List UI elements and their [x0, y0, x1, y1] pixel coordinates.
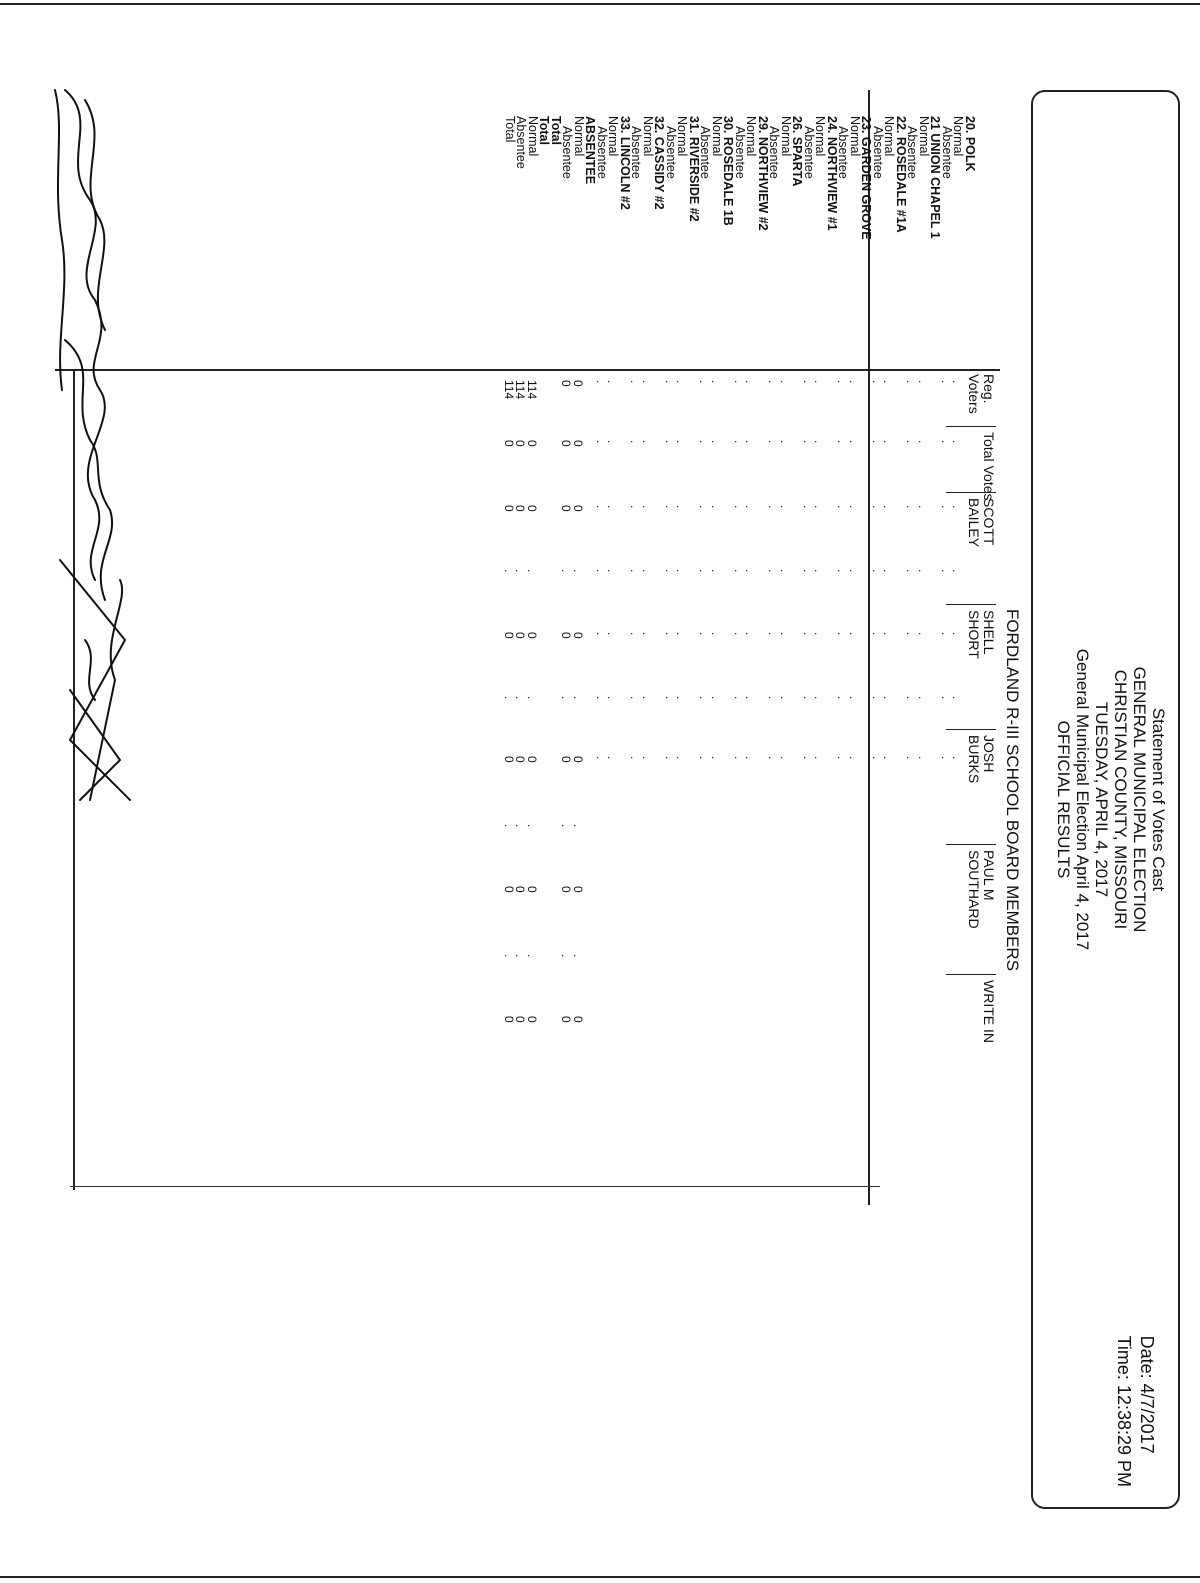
table-cell: .: [778, 569, 792, 573]
table-cell: .: [743, 632, 758, 636]
table-cell: .: [812, 440, 827, 444]
table-cell: .: [628, 505, 643, 509]
table-cell: .: [835, 696, 850, 700]
table-cell: .: [605, 756, 620, 760]
row-label: Total: [537, 116, 552, 145]
table-cell: .: [732, 632, 746, 636]
table-cell: 0: [571, 505, 585, 512]
table-cell: .: [674, 440, 689, 444]
table-cell: .: [525, 569, 539, 573]
table-cell: 0: [571, 756, 585, 763]
row-label: Normal: [882, 116, 897, 157]
table-cell: .: [812, 505, 827, 509]
table-cell: .: [904, 696, 919, 700]
header-subtitle: General Municipal Election April 4, 2017: [1073, 648, 1092, 951]
row-label: Normal: [641, 116, 655, 157]
table-cell: .: [663, 569, 677, 573]
table-cell: .: [939, 569, 953, 573]
table-cell: .: [916, 756, 930, 760]
row-label: Normal: [744, 116, 759, 157]
table-cell: .: [674, 632, 689, 636]
table-cell: 0: [559, 380, 574, 387]
table-cell: .: [801, 569, 815, 573]
table-cell: .: [559, 954, 574, 958]
row-label: Absentee: [940, 126, 954, 179]
table-cell: .: [916, 632, 930, 636]
table-cell: .: [950, 380, 965, 384]
statement-sheet: [50, 40, 1190, 1540]
table-cell: .: [663, 632, 677, 636]
table-cell: .: [525, 954, 539, 958]
table-cell: .: [743, 756, 758, 760]
table-cell: .: [881, 696, 896, 700]
table-cell: .: [663, 440, 677, 444]
table-cell: .: [559, 696, 574, 700]
table-cell: 0: [502, 756, 516, 763]
table-cell: .: [605, 569, 620, 573]
table-cell: .: [594, 569, 608, 573]
row-label: Normal: [710, 116, 724, 157]
table-cell: .: [835, 440, 850, 444]
table-cell: 0: [502, 440, 516, 447]
table-cell: .: [605, 440, 620, 444]
row-label: Normal: [848, 116, 862, 157]
table-cell: 0: [513, 886, 528, 893]
signatures: [50, 40, 1190, 1540]
row-label: 20. POLK: [963, 116, 977, 172]
table-cell: .: [766, 440, 781, 444]
table-cell: .: [605, 505, 620, 509]
table-cell: .: [801, 632, 815, 636]
table-cell: 0: [571, 1016, 585, 1023]
table-cell: .: [571, 824, 585, 828]
table-cell: .: [939, 756, 953, 760]
table-cell: .: [594, 440, 608, 444]
table-cell: 0: [571, 886, 585, 893]
table-cell: .: [513, 569, 528, 573]
table-cell: .: [950, 569, 965, 573]
table-cell: 0: [525, 1016, 539, 1023]
table-cell: .: [950, 632, 965, 636]
table-cell: 0: [502, 1016, 516, 1023]
table-cell: .: [674, 569, 689, 573]
column-header: SCOTT BAILEY: [966, 498, 996, 568]
table-cell: 0: [525, 632, 539, 639]
table-cell: .: [640, 505, 654, 509]
table-cell: 0: [502, 886, 516, 893]
table-cell: .: [778, 632, 792, 636]
table-cell: .: [605, 632, 620, 636]
table-cell: .: [950, 696, 965, 700]
table-cell: 0: [559, 440, 574, 447]
table-cell: 0: [571, 380, 585, 387]
table-cell: .: [732, 569, 746, 573]
table-cell: 0: [513, 756, 528, 763]
table-cell: .: [709, 440, 723, 444]
table-cell: .: [697, 632, 712, 636]
row-label: Absentee: [664, 126, 678, 179]
table-cell: 0: [525, 440, 539, 447]
table-cell: .: [697, 440, 712, 444]
table-cell: .: [881, 380, 896, 384]
table-cell: .: [628, 569, 643, 573]
table-cell: .: [812, 569, 827, 573]
table-cell: .: [663, 696, 677, 700]
table-cell: .: [812, 380, 827, 384]
table-cell: .: [594, 380, 608, 384]
table-cell: 0: [525, 505, 539, 512]
table-cell: .: [881, 632, 896, 636]
table-cell: .: [594, 756, 608, 760]
column-header: SHELL SHORT: [966, 610, 996, 680]
table-cell: .: [835, 756, 850, 760]
table-cell: .: [870, 440, 884, 444]
header-county: CHRISTIAN COUNTY, MISSOURI: [1111, 669, 1130, 930]
table-cell: .: [743, 505, 758, 509]
column-header: JOSH BURKS: [966, 735, 996, 805]
table-cell: 0: [559, 632, 574, 639]
table-cell: .: [513, 824, 528, 828]
table-cell: .: [743, 380, 758, 384]
table-cell: .: [766, 380, 781, 384]
table-cell: .: [594, 696, 608, 700]
table-cell: .: [847, 505, 861, 509]
row-label: ABSENTEE: [583, 116, 598, 185]
header-date-line: TUESDAY, APRIL 4, 2017: [1092, 701, 1111, 898]
table-cell: .: [628, 696, 643, 700]
table-cell: .: [628, 440, 643, 444]
table-cell: .: [513, 954, 528, 958]
table-cell: .: [835, 569, 850, 573]
table-cell: 0: [525, 886, 539, 893]
table-cell: 0: [525, 756, 539, 763]
header-time: Time: 12:38:29 PM: [1114, 1335, 1134, 1487]
row-label: 22. ROSEDALE #1A: [894, 116, 908, 233]
row-label: Absentee: [629, 126, 644, 179]
table-cell: .: [559, 569, 574, 573]
table-cell: .: [801, 696, 815, 700]
table-cell: .: [950, 440, 965, 444]
row-label: Total: [549, 116, 563, 145]
table-cell: .: [502, 824, 516, 828]
table-cell: .: [605, 380, 620, 384]
column-header: PAUL M SOUTHARD: [966, 850, 996, 930]
table-cell: .: [812, 756, 827, 760]
table-cell: .: [766, 569, 781, 573]
table-cell: 0: [513, 632, 528, 639]
table-cell: .: [847, 440, 861, 444]
table-cell: .: [778, 505, 792, 509]
row-label: Normal: [675, 116, 690, 157]
table-cell: .: [835, 380, 850, 384]
table-cell: .: [732, 440, 746, 444]
table-cell: 0: [559, 886, 574, 893]
table-cell: .: [709, 696, 723, 700]
table-cell: .: [663, 380, 677, 384]
row-label: Absentee: [871, 126, 885, 179]
table-cell: 114: [513, 380, 528, 400]
table-cell: .: [571, 696, 585, 700]
table-cell: .: [525, 696, 539, 700]
table-cell: 0: [571, 440, 585, 447]
row-label: 24. NORTHVIEW #1: [825, 116, 839, 231]
row-label: Total: [503, 116, 517, 143]
table-cell: .: [778, 380, 792, 384]
table-cell: .: [502, 569, 516, 573]
table-cell: 0: [502, 632, 516, 639]
table-cell: .: [709, 505, 723, 509]
column-header: Reg. Voters: [966, 374, 997, 414]
table-cell: .: [732, 696, 746, 700]
table-cell: .: [640, 440, 654, 444]
table-cell: .: [709, 380, 723, 384]
table-cell: .: [870, 505, 884, 509]
table-cell: .: [847, 632, 861, 636]
table-cell: .: [950, 756, 965, 760]
table-cell: 0: [502, 505, 516, 512]
table-cell: .: [640, 632, 654, 636]
row-label: Normal: [917, 116, 931, 157]
contest-title: FORDLAND R-III SCHOOL BOARD MEMBERS: [1003, 608, 1022, 972]
table-cell: .: [801, 756, 815, 760]
row-label: 33. LINCOLN #2: [618, 116, 632, 210]
table-cell: .: [513, 696, 528, 700]
row-label: Normal: [951, 116, 966, 157]
table-cell: .: [571, 569, 585, 573]
table-cell: .: [904, 380, 919, 384]
table-cell: .: [881, 756, 896, 760]
table-cell: .: [812, 696, 827, 700]
table-cell: .: [904, 440, 919, 444]
table-cell: .: [939, 696, 953, 700]
table-cell: .: [674, 505, 689, 509]
table-cell: .: [916, 696, 930, 700]
table-cell: .: [732, 380, 746, 384]
table-cell: 0: [513, 505, 528, 512]
header-election: GENERAL MUNICIPAL ELECTION: [1130, 666, 1149, 933]
table-cell: .: [674, 696, 689, 700]
row-label: Absentee: [802, 126, 816, 179]
table-cell: .: [594, 505, 608, 509]
row-label: 23. GARDEN GROVE: [859, 116, 874, 240]
row-label: Absentee: [514, 116, 529, 169]
table-cell: .: [847, 569, 861, 573]
row-label: Normal: [572, 116, 586, 157]
row-label: 31. RIVERSIDE #2: [687, 116, 701, 222]
table-cell: .: [870, 696, 884, 700]
table-cell: .: [571, 954, 585, 958]
table-cell: .: [766, 505, 781, 509]
table-cell: .: [640, 380, 654, 384]
table-cell: 0: [513, 440, 528, 447]
table-cell: .: [697, 505, 712, 509]
table-cell: .: [628, 632, 643, 636]
table-cell: .: [766, 696, 781, 700]
row-label: 29. NORTHVIEW #2: [756, 116, 770, 231]
row-label: Normal: [813, 116, 828, 157]
table-cell: .: [835, 505, 850, 509]
table-cell: .: [743, 440, 758, 444]
table-cell: .: [801, 440, 815, 444]
table-cell: .: [640, 696, 654, 700]
scan-top-edge: [0, 3, 1200, 5]
table-cell: .: [628, 380, 643, 384]
table-cell: .: [525, 824, 539, 828]
row-label: Absentee: [595, 126, 609, 179]
row-label: 21 UNION CHAPEL 1: [928, 116, 943, 239]
table-cell: 0: [513, 1016, 528, 1023]
table-cell: .: [939, 505, 953, 509]
table-cell: .: [939, 380, 953, 384]
table-cell: .: [732, 505, 746, 509]
table-cell: .: [640, 756, 654, 760]
table-cell: .: [697, 756, 712, 760]
table-cell: .: [904, 632, 919, 636]
table-cell: .: [766, 632, 781, 636]
table-cell: .: [881, 440, 896, 444]
row-label: Normal: [526, 116, 540, 157]
table-cell: .: [732, 756, 746, 760]
table-cell: 0: [571, 632, 585, 639]
table-cell: .: [835, 632, 850, 636]
table-cell: 0: [559, 1016, 574, 1023]
table-cell: .: [916, 380, 930, 384]
table-cell: .: [697, 380, 712, 384]
table-cell: .: [939, 632, 953, 636]
table-cell: .: [904, 569, 919, 573]
table-cell: .: [697, 569, 712, 573]
table-cell: .: [663, 505, 677, 509]
table-cell: .: [502, 954, 516, 958]
table-cell: .: [870, 632, 884, 636]
table-cell: .: [870, 756, 884, 760]
table-cell: .: [640, 569, 654, 573]
table-cell: .: [709, 756, 723, 760]
table-cell: .: [916, 505, 930, 509]
row-label: Absentee: [905, 126, 920, 179]
column-header: Total Votes: [981, 432, 996, 502]
table-cell: .: [778, 756, 792, 760]
table-cell: .: [502, 696, 516, 700]
row-label: Absentee: [560, 126, 575, 179]
table-cell: .: [743, 696, 758, 700]
row-label: Absentee: [698, 126, 713, 179]
table-cell: .: [939, 440, 953, 444]
table-cell: .: [870, 569, 884, 573]
table-cell: .: [743, 569, 758, 573]
table-cell: 0: [559, 505, 574, 512]
table-cell: .: [674, 380, 689, 384]
table-cell: .: [709, 632, 723, 636]
table-cell: .: [801, 505, 815, 509]
table-cell: .: [870, 380, 884, 384]
row-label: 26. SPARTA: [790, 116, 805, 187]
table-cell: .: [559, 824, 574, 828]
table-cell: .: [847, 756, 861, 760]
header-title: Statement of Votes Cast: [1149, 707, 1168, 892]
table-cell: .: [847, 380, 861, 384]
table-cell: .: [881, 569, 896, 573]
row-label: Normal: [779, 116, 793, 157]
table-cell: .: [674, 756, 689, 760]
table-cell: .: [904, 505, 919, 509]
scan-bottom-edge: [0, 1576, 1200, 1578]
table-cell: .: [778, 440, 792, 444]
table-cell: .: [847, 696, 861, 700]
table-cell: .: [605, 696, 620, 700]
row-label: 32. CASSIDY #2: [652, 116, 667, 210]
row-label: Absentee: [836, 126, 851, 179]
header-date: Date: 4/7/2017: [1137, 1335, 1157, 1454]
row-label: Absentee: [733, 126, 747, 179]
table-cell: .: [778, 696, 792, 700]
table-cell: 114: [502, 380, 516, 400]
table-cell: 114: [525, 380, 539, 400]
row-label: Normal: [606, 116, 621, 157]
table-cell: .: [663, 756, 677, 760]
table-cell: .: [812, 632, 827, 636]
column-header: WRITE IN: [981, 980, 996, 1050]
table-cell: .: [709, 569, 723, 573]
table-cell: .: [916, 569, 930, 573]
table-cell: 0: [559, 756, 574, 763]
row-label: Absentee: [767, 126, 782, 179]
table-cell: .: [950, 505, 965, 509]
table-cell: .: [904, 756, 919, 760]
table-cell: .: [766, 756, 781, 760]
table-cell: .: [697, 696, 712, 700]
header-results: OFFICIAL RESULTS: [1054, 720, 1073, 879]
row-label: 30. ROSEDALE 1B: [721, 116, 736, 226]
table-cell: .: [916, 440, 930, 444]
table-cell: .: [881, 505, 896, 509]
table-cell: .: [594, 632, 608, 636]
table-cell: .: [801, 380, 815, 384]
table-cell: .: [628, 756, 643, 760]
